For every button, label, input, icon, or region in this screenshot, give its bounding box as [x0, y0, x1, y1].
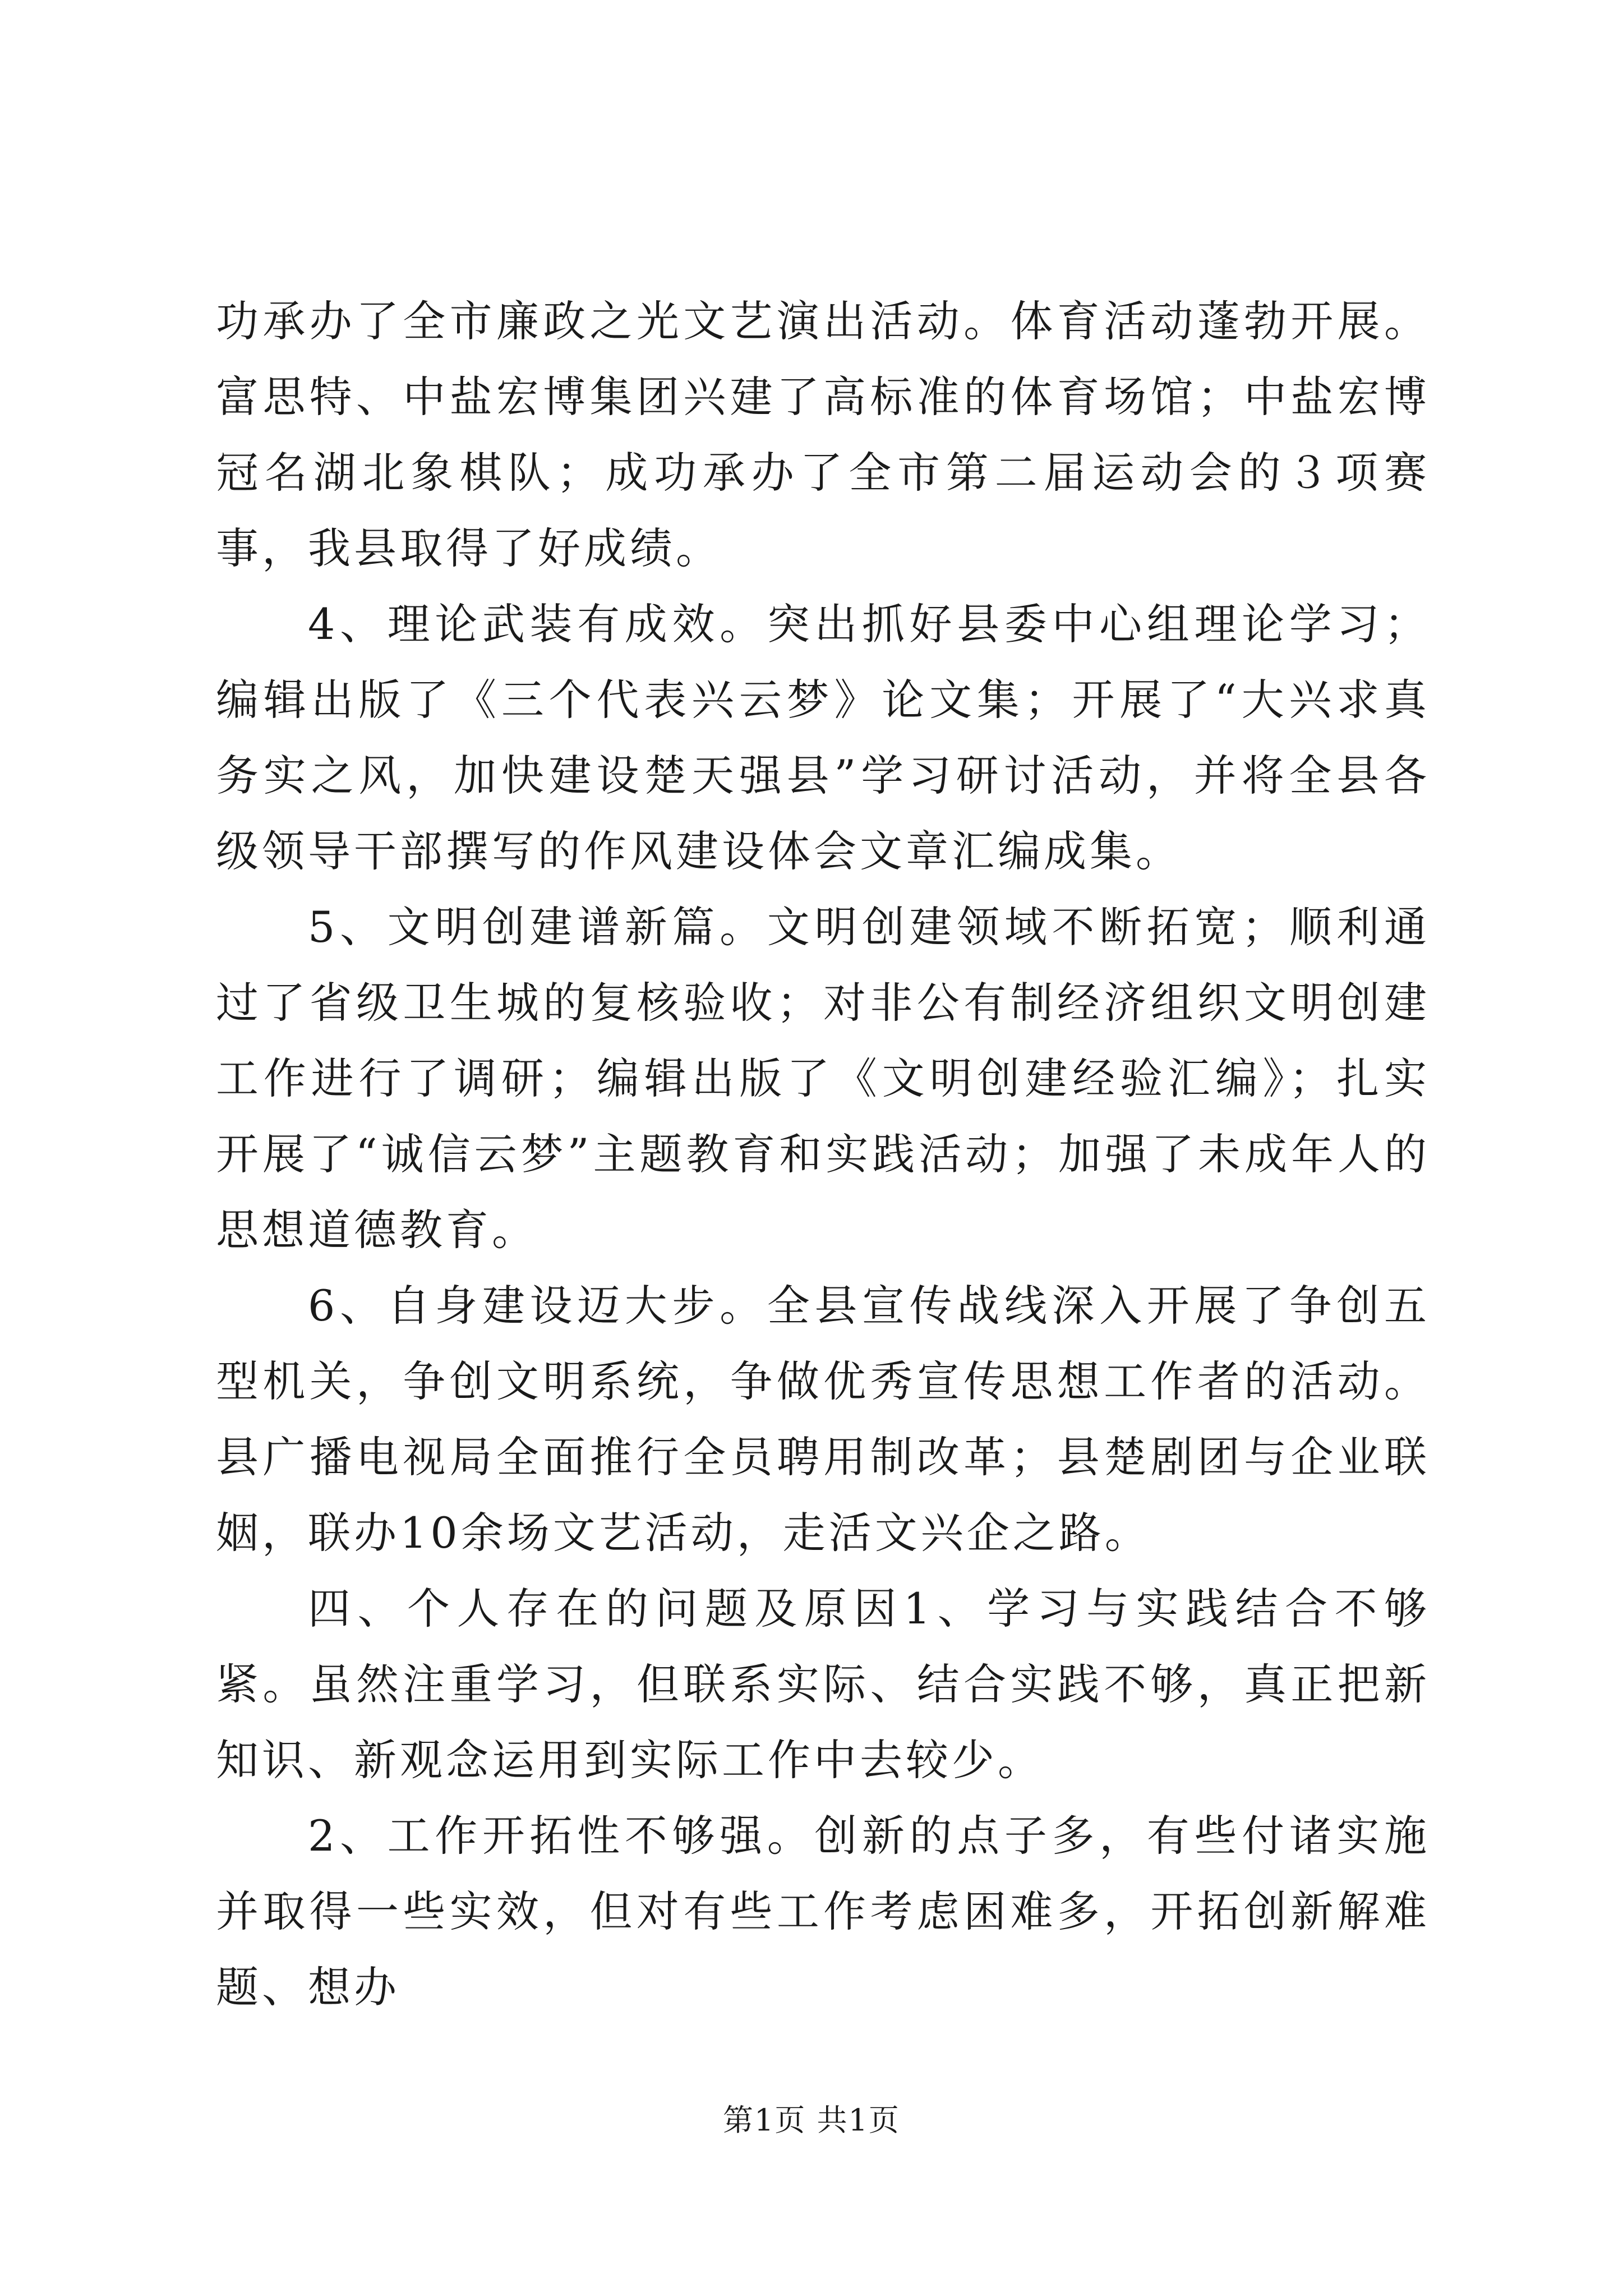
paragraph-pioneering: 2、工作开拓性不够强。创新的点子多，有些付诸实施并取得一些实效，但对有些工作考虑困难多，开拓创新解难题、想办 [216, 1811, 1430, 2012]
page-footer: 第1页 共1页 [723, 2102, 900, 2138]
paragraph-theory: 4、理论武装有成效。突出抓好县委中心组理论学习；编辑出版了《三个代表兴云梦》论文集；开展了“大兴求真务实之风，加快建设楚天强县”学习研讨活动，并将全县各级领导干部撰写的作风建设体会文章汇编成集。 [216, 599, 1430, 876]
document-body [216, 283, 1430, 2025]
paragraph-problems: 四、个人存在的问题及原因1、学习与实践结合不够紧。虽然注重学习，但联系实际、结合实践不够，真正把新知识、新观念运用到实际工作中去较少。 [216, 1584, 1430, 1785]
paragraph-civilization: 5、文明创建谱新篇。文明创建领域不断拓宽；顺利通过了省级卫生城的复核验收；对非公有制经济组织文明创建工作进行了调研；编辑出版了《文明创建经验汇编》；扎实开展了“诚信云梦”主题教育和实践活动；加强了未成年人的思想道德教育。 [216, 902, 1430, 1255]
paragraph-self-building: 6、自身建设迈大步。全县宣传战线深入开展了争创五型机关，争创文明系统，争做优秀宣传思想工作者的活动。县广播电视局全面推行全员聘用制改革；县楚剧团与企业联姻，联办10余场文艺活动，走活文兴企之路。 [216, 1281, 1430, 1558]
paragraph-continuation: 功承办了全市廉政之光文艺演出活动。体育活动蓬勃开展。富思特、中盐宏博集团兴建了高标准的体育场馆；中盐宏博冠名湖北象棋队；成功承办了全市第二届运动会的３项赛事，我县取得了好成绩。 [216, 296, 1430, 573]
